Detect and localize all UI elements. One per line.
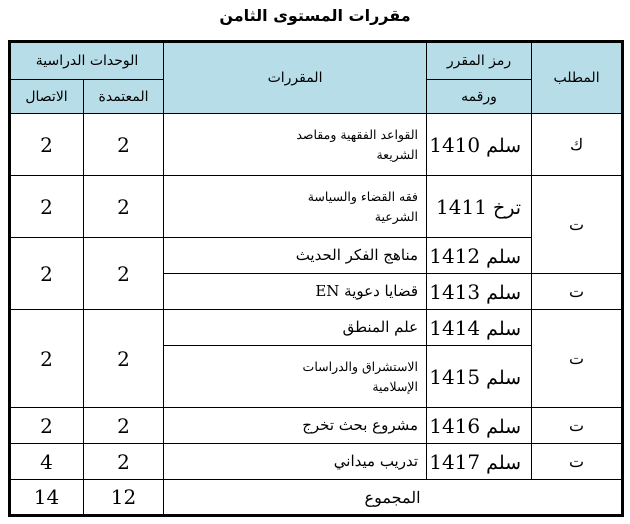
course-name-cell <box>164 346 427 408</box>
credit-cell: 2 <box>84 444 164 480</box>
code-number: 1414 <box>429 315 481 340</box>
totals-row <box>10 480 623 516</box>
table-row <box>10 310 623 346</box>
course-name-cell: مشروع بحث تخرج <box>164 408 427 444</box>
contact-cell: 2 <box>10 408 84 444</box>
contact-cell: 4 <box>10 444 84 480</box>
code-prefix: سلم <box>486 415 522 438</box>
code-number: 1415 <box>429 364 481 389</box>
code-header: رمز المقرر <box>427 42 532 80</box>
total-contact: 14 <box>10 480 84 516</box>
credit-cell: 2 <box>84 114 164 176</box>
requirement-cell: ك <box>532 114 623 176</box>
code-prefix: ترخ <box>492 196 522 219</box>
contact-cell: 2 <box>10 310 84 408</box>
page-title: مقررات المستوى الثامن <box>219 6 411 25</box>
contact-cell: 2 <box>10 238 84 310</box>
table-row <box>10 444 623 480</box>
course-code-cell <box>427 408 532 444</box>
table-row <box>10 176 623 238</box>
total-credit: 12 <box>84 480 164 516</box>
course-name-cell <box>164 176 427 238</box>
course-name-line1: فقه القضاء والسياسة <box>307 189 419 205</box>
course-name-cell <box>164 114 427 176</box>
course-code-cell <box>427 176 532 238</box>
course-code-cell <box>427 310 532 346</box>
credit-header: المعتمدة <box>84 80 164 114</box>
course-name-line1: القواعد الفقهية ومقاصد <box>296 127 419 143</box>
course-code-cell <box>427 274 532 310</box>
code-prefix: سلم <box>486 245 522 268</box>
header-row <box>10 42 623 80</box>
code-subheader: ورقمه <box>427 80 532 114</box>
course-name-cell: قضايا دعوية EN <box>164 274 427 310</box>
contact-cell: 2 <box>10 176 84 238</box>
credit-cell: 2 <box>84 310 164 408</box>
table-row <box>10 238 623 274</box>
courses-header: المقررات <box>164 42 427 114</box>
code-prefix: سلم <box>486 317 522 340</box>
code-prefix: سلم <box>486 451 522 474</box>
course-name-line1: الاستشراق والدراسات <box>302 359 419 375</box>
course-code-cell <box>427 238 532 274</box>
code-prefix: سلم <box>486 134 522 157</box>
units-header: الوحدات الدراسية <box>10 42 164 80</box>
code-number: 1410 <box>429 132 481 157</box>
requirement-cell: ت <box>532 444 623 480</box>
credit-cell: 2 <box>84 408 164 444</box>
credit-cell: 2 <box>84 238 164 310</box>
credit-cell: 2 <box>84 176 164 238</box>
course-name-line2: الإسلامية <box>372 378 419 394</box>
course-name-line2: الشرعية <box>374 208 419 224</box>
course-code-cell <box>427 444 532 480</box>
course-name-cell: تدريب ميداني <box>164 444 427 480</box>
requirement-header: المطلب <box>532 42 623 114</box>
course-name-cell: مناهج الفكر الحديث <box>164 238 427 274</box>
course-code-cell <box>427 346 532 408</box>
course-code-cell <box>427 114 532 176</box>
code-number: 1417 <box>429 449 481 474</box>
code-prefix: سلم <box>486 366 522 389</box>
table-row <box>10 408 623 444</box>
requirement-cell: ت <box>532 408 623 444</box>
course-name-line2: الشريعة <box>376 146 419 162</box>
contact-header: الاتصال <box>10 80 84 114</box>
code-number: 1411 <box>436 194 487 219</box>
totals-label: المجموع <box>164 480 623 516</box>
courses-table <box>8 40 624 517</box>
course-name-cell: علم المنطق <box>164 310 427 346</box>
requirement-cell: ت <box>532 176 623 274</box>
code-prefix: سلم <box>486 281 522 304</box>
code-number: 1412 <box>429 243 481 268</box>
table-row <box>10 114 623 176</box>
code-number: 1416 <box>429 413 481 438</box>
code-number: 1413 <box>429 279 481 304</box>
requirement-cell: ت <box>532 274 623 310</box>
requirement-cell: ت <box>532 310 623 408</box>
contact-cell: 2 <box>10 114 84 176</box>
